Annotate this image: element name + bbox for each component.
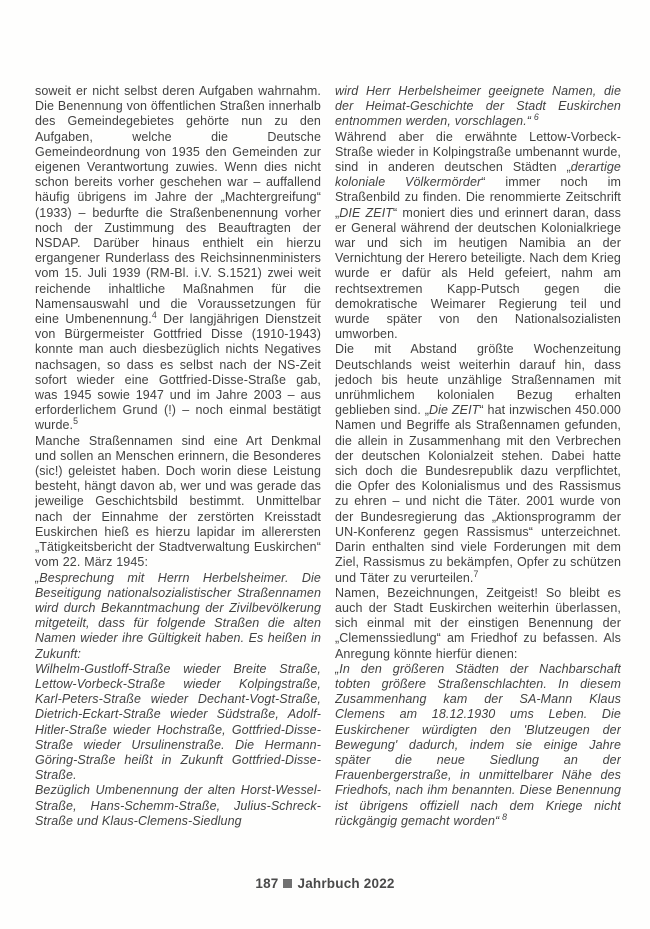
journal-title: Jahrbuch 2022 — [297, 876, 395, 891]
text-run: wird Herr Herbelsheimer geeignete Namen, die der Heimat-Geschichte der Stadt Euskirchen entnommen werden, vorschlagen.“ — [335, 84, 621, 129]
text-run: Während aber die erwähnte Lettow-Vorbeck-Straße wieder in Kolpingstraße umbenannt wurde, sind in anderen deutschen Städten „ — [335, 129, 621, 175]
text-run: soweit er nicht selbst deren Aufgaben wahrnahm. Die Benennung von öffentlichen Straßen innerhalb des Gemeindegebietes gehörte nun zu den Aufgaben, welche die Deutsche Gemeindeordnung von 1935 den Gemeinden zur eigenen Verantwortung zuwies. Wenn dies nicht schon bereits vorher geschehen war – auffallend häufig übrigens im Jahre der „Machtergreifung“ (1933) – bedurfte die Straßenbenennung vorher noch der Zustimmung des Beauftragten der NSDAP. Darüber hinaus enthielt ein hierzu ergangener Runderlass des Reichsinnenministers vom 15. Juli 1939 (RM-Bl. i.V. S.1521) zwei weit reichende inhaltliche Maßnahmen für die Namensauswahl und die Voraussetzungen für eine Umbenennung. — [35, 84, 321, 327]
paragraph — [335, 342, 621, 585]
footnote-marker: 6 — [531, 112, 539, 123]
text-run: Der langjährigen Dienstzeit von Bürgermeister Gottfried Disse (1910-1943) konnte man auch diesbezüglich nichts Negatives nachsagen, so dass es selbst nach der NS-Zeit sofort wieder eine Gottfried-Disse-Straße gab, was 1945 sowie 1947 und im Jahre 2003 – aus erforderlichem Grund (!) – noch einmal bestätigt wurde. — [35, 312, 321, 433]
text-run: Die mit Abstand größte Wochenzeitung Deutschlands weist weiterhin darauf hin, dass jedoch bis heute unzählige Straßennamen mit unrühmlichem kolonialen Bezug erhalten geblieben sind. „ — [335, 342, 621, 418]
paragraph — [35, 434, 321, 571]
right-column — [335, 84, 621, 852]
text-run: Bezüglich Umbenennung der alten Horst-Wessel-Straße, Hans-Schemm-Straße, Julius-Schreck-Straße und Klaus-Clemens-Siedlung — [35, 783, 321, 828]
paragraph — [335, 586, 621, 662]
text-run: “ hat inzwischen 450.000 Namen und Begriffe als Straßennamen gefunden, die allein in Zusammenhang mit den Verbrechen der deutschen Kolonialzeit stehen. Dabei hatte sich doch die Bundesrepublik dazu verpflichtet, die Opfer des Kolonialismus und des Rassismus zu ehren – und nicht die Täter. 2001 wurde von der Bundesregierung das „Aktionsprogramm der UN-Konferenz gegen Rassismus“ unterzeichnet. Darin enthalten sind viele Forderungen mit dem Ziel, Rassismus zu bekämpfen, Opfer zu schützen und Täter zu verurteilen. — [335, 403, 621, 585]
text-run: Die ZEIT — [429, 403, 480, 418]
paragraph — [35, 662, 321, 784]
footnote-marker: 4 — [151, 309, 157, 320]
paragraph — [335, 662, 621, 829]
paragraph — [35, 84, 321, 434]
page-number: 187 — [255, 876, 279, 891]
text-run: “ moniert dies und erinnert daran, dass er General während der deutschen Kolonialkriege war und sich im heutigen Namibia an der Vernichtung der Herero beteiligte. Nach dem Krieg wurde er dafür als Held gefeiert, nahm am rechtsextremen Kapp-Putsch gegen die demokratische Weimarer Regierung teil und wurde später von den Nationalsozialisten umworben. — [335, 205, 621, 342]
text-run: „Besprechung mit Herrn Herbelsheimer. Die Beseitigung nationalsozialistischer Straßennamen wird durch Bekanntmachung der Zivilbevölkerung mitgeteilt, dass für folgende Straßen die alten Namen wieder ihre Gültigkeit haben. Es heißen in Zukunft: — [35, 570, 321, 661]
square-bullet-icon — [283, 879, 292, 888]
text-run: derartige koloniale Völkermörder — [335, 160, 621, 190]
text-run: DIE ZEIT — [339, 205, 394, 220]
paragraph — [35, 571, 321, 662]
page-footer — [0, 876, 650, 891]
left-column — [35, 84, 321, 852]
footnote-marker: 8 — [499, 811, 508, 822]
footnote-marker: 7 — [473, 568, 479, 579]
paragraph — [335, 84, 621, 130]
footnote-marker: 5 — [73, 416, 79, 427]
text-run: „In den größeren Städten der Nachbarschaft tobten größere Straßenschlachten. In diesem Zusammenhang kam der SA-Mann Klaus Clemens am 18.12.1930 ums Leben. Die Euskirchener würdigten den 'Blutzeugen der Bewegung' dadurch, indem sie einige Jahre später die neue Siedlung an der Frauenbergerstraße, in unmittelbarer Nähe des Friedhofs, nach ihm benannten. Diese Benennung ist übrigens offiziell nach dem Kriege nicht rückgängig gemacht worden“ — [335, 661, 621, 828]
text-run: Namen, Bezeichnungen, Zeitgeist! So bleibt es auch der Stadt Euskirchen weiterhin überlassen, sich einmal mit der einstigen Benennung der „Clemenssiedlung“ am Friedhof zu befassen. Als Anregung könnte hierfür dienen: — [335, 585, 621, 661]
text-run: Manche Straßennamen sind eine Art Denkmal und sollen an Menschen erinnern, die Besonderes (sic!) geleistet haben. Doch worin diese Leistung besteht, hängt davon ab, wer und was gerade das jeweilige Geschichtsbild bestimmt. Unmittelbar nach der Einnahme der zerstörten Kreisstadt Euskirchen hieß es hierzu lapidar im allerersten „Tätigkeitsbericht der Stadtverwaltung Euskirchen“ vom 22. März 1945: — [35, 433, 321, 570]
text-run: “ immer noch im Straßenbild zu finden. Die renommierte Zeitschrift „ — [335, 175, 621, 220]
text-run: Wilhelm-Gustloff-Straße wieder Breite Straße, Lettow-Vorbeck-Straße wieder Kolpingstraße, Karl-Peters-Straße wieder Dechant-Vogt-Straße, Dietrich-Eckart-Straße wieder Südstraße, Adolf-Hitler-Straße wieder Hochstraße, Gottfried-Disse-Straße wieder Ursulinenstraße. Die Hermann-Göring-Straße heißt in Zukunft Gottfried-Disse-Straße. — [35, 661, 321, 783]
paragraph — [35, 783, 321, 829]
paragraph — [335, 130, 621, 343]
